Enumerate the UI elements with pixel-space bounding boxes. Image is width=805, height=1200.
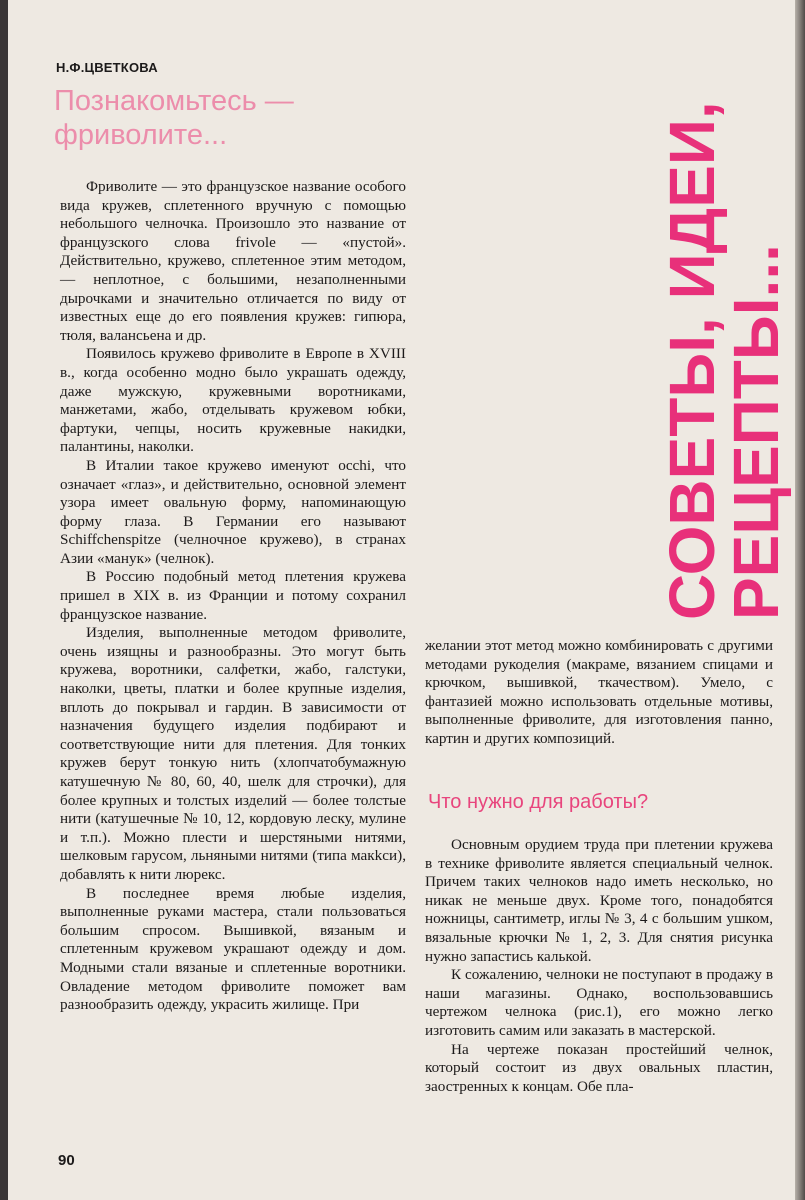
paragraph: желании этот метод можно комбинировать с другими методами рукоделия (макраме, вязанием спицами и крючком, вышивкой, ткачеством). Умело, с фантазией можно использовать отдельные мотивы, выполненные фриволите, для изготовления панно, картин и других композиций. — [425, 637, 773, 747]
paragraph: Появилось кружево фриволите в Европе в XVIII в., когда особенно модно было украшать одежду, даже мужскую, кружевными воротниками, манжетами, жабо, отделывать кружевом юбки, фартуки, чепцы, носить кружевные накидки, палантины, наколки. — [60, 345, 406, 456]
paragraph: В Италии такое кружево именуют occhi, что означает «глаз», и действительно, основной элемент узора имеет овальную форму, напоминающую форму глаза. В Германии его называют Schiffchenspitze (челночное кружево), в странах Азии «манук» (челнок). — [60, 456, 406, 567]
paragraph: Изделия, выполненные методом фриволите, очень изящны и разнообразны. Это могут быть кружева, воротники, салфетки, жабо, галстуки, наколки, цветы, платки и более крупные изделия, вплоть до покрывал и гардин. В зависимости от назначения будущего изделия подбирают и соответствующие нити для плетения. Для тонких кружев берут тонкую нить (хлопчатобумажную катушечную № 80, 60, 40, шелк для строчки), для более крупных и толстых изделий — более толстые нити (катушечные № 10, 12, кордовую леску, мулине и т.п.). Можно плести и шерстяными нитями, шелковым гарусом, льняными нитями (типа макkси), добавлять к нити люрекс. — [60, 624, 406, 883]
column-left — [60, 178, 406, 1015]
section-rubric — [656, 101, 792, 620]
paragraph: В последнее время любые изделия, выполненные руками мастера, стали пользоваться большим спросом. Вышивкой, вязаным и сплетенным кружевом украшают одежду и дом. Модными стали вязаные и сплетенные воротники. Овладение методом фриволите поможет вам разнообразить одежду, украсить жилище. При — [60, 884, 406, 1014]
rubric-line-1: СОВЕТЫ, ИДЕИ, — [656, 101, 728, 620]
section-heading: Что нужно для работы? — [428, 791, 649, 813]
title-line-2: фриволите... — [54, 119, 228, 151]
rubric-line-2: РЕЦЕПТЫ... — [720, 244, 792, 620]
column-right-bottom — [425, 836, 773, 1096]
paragraph: К сожалению, челноки не поступают в продажу в наши магазины. Однако, воспользовавшись чертежом челнока (рис.1), его можно легко изготовить самим или заказать в мастерской. — [425, 966, 773, 1039]
paragraph: Основным орудием труда при плетении кружева в технике фриволите является специальный челнок. Причем таких челноков надо иметь несколько, но никак не меньше двух. Кроме того, понадобятся ножницы, сантиметр, иглы № 3, 4 с большим ушком, вязальные крючки № 1, 2, 3. Для снятия рисунка нужно запастись калькой. — [425, 836, 773, 965]
paragraph: Фриволите — это французское название особого вида кружев, сплетенного вручную с помощью небольшого челночка. Произошло это название от французского слова frivole — «пустой». Действительно, кружево, сплетенное этим методом, — неплотное, с большими, незаполненными дырочками и значительно отличается по виду от известных еще до его появления кружев: гипюра, тюля, валансьена и др. — [60, 178, 406, 344]
column-right-top — [425, 637, 773, 749]
page-number: 90 — [58, 1152, 75, 1169]
page-edge-left — [0, 0, 8, 1200]
title-line-1: Познакомьтесь — — [54, 85, 294, 117]
article-title — [54, 84, 414, 152]
paragraph: В Россию подобный метод плетения кружева пришел в XIX в. из Франции и потому сохранил французское название. — [60, 568, 406, 623]
paragraph: На чертеже показан простейший челнок, который состоит из двух овальных пластин, заостренных к концам. Обе пла- — [425, 1040, 773, 1095]
page-edge-right — [795, 0, 805, 1200]
author-name: Н.Ф.ЦВЕТКОВА — [56, 60, 158, 75]
